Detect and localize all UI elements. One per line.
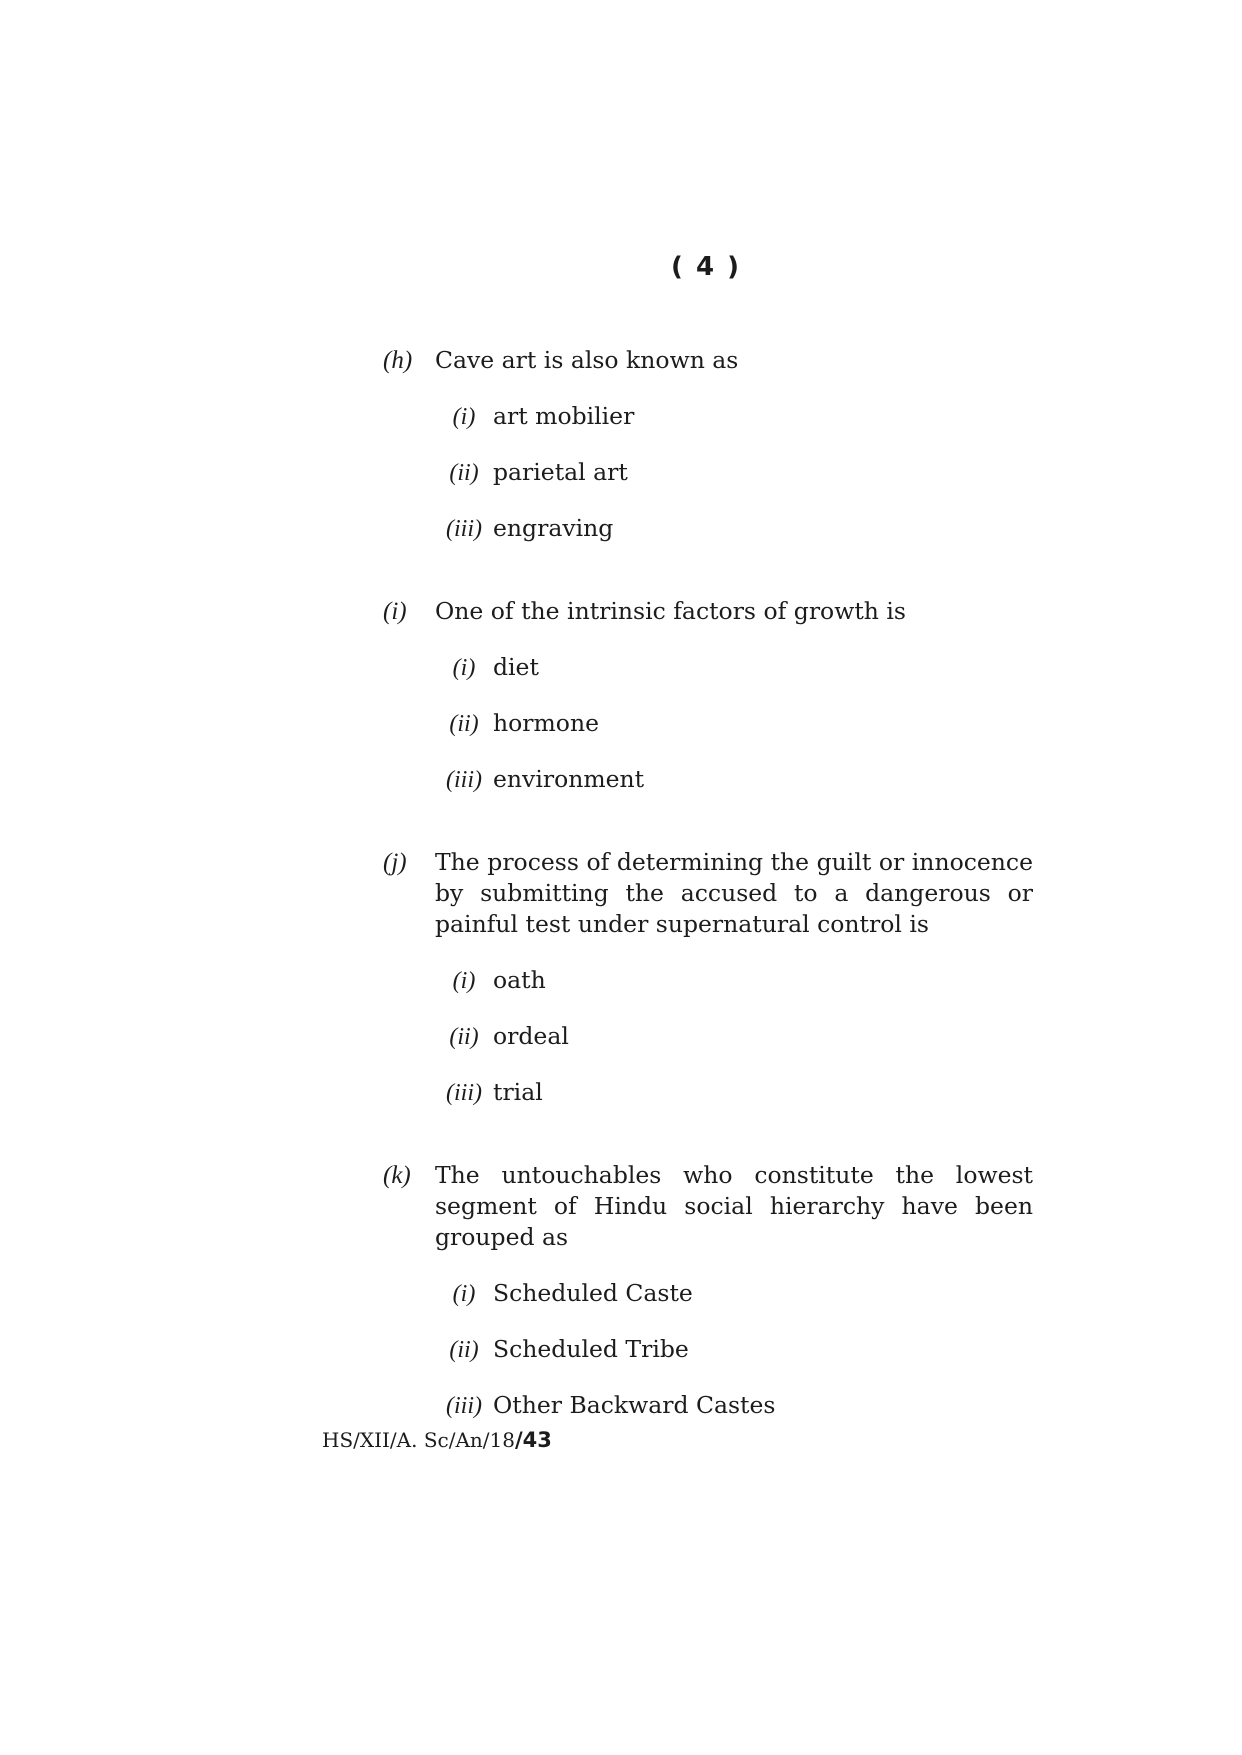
question-body: [435, 1160, 1033, 1446]
option-item: [435, 1077, 1033, 1108]
option-item: [435, 513, 1033, 544]
question-label: (j): [383, 849, 407, 876]
option-text: Other Backward Castes: [493, 1391, 776, 1419]
question-label: (i): [383, 598, 407, 625]
option-text: parietal art: [493, 458, 628, 486]
question-i: [383, 596, 1033, 820]
page-number: ( 4 ): [671, 252, 741, 282]
option-item: [435, 708, 1033, 739]
option-text: hormone: [493, 709, 599, 737]
option-item: [435, 457, 1033, 488]
option-text: ordeal: [493, 1022, 569, 1050]
question-k: [383, 1160, 1033, 1446]
option-item: [435, 764, 1033, 795]
option-label: (iii): [446, 1080, 482, 1106]
option-item: [435, 1021, 1033, 1052]
question-h: [383, 345, 1033, 569]
question-label: (k): [383, 1162, 411, 1189]
option-item: [435, 1390, 1033, 1421]
question-j: [383, 847, 1033, 1133]
option-text: Scheduled Tribe: [493, 1335, 689, 1363]
question-body: [435, 596, 1033, 820]
option-item: [435, 401, 1033, 432]
option-text: engraving: [493, 514, 614, 542]
option-text: diet: [493, 653, 539, 681]
option-item: [435, 1278, 1033, 1309]
paper-code-number: /43: [514, 1428, 552, 1452]
option-text: trial: [493, 1078, 543, 1106]
question-list: [383, 345, 1033, 1473]
option-label: (iii): [446, 767, 482, 793]
option-label: (i): [452, 404, 476, 430]
option-text: oath: [493, 966, 546, 994]
option-label: (i): [452, 968, 476, 994]
option-label: (ii): [449, 460, 479, 486]
option-item: [435, 1334, 1033, 1365]
option-text: art mobilier: [493, 402, 635, 430]
option-label: (iii): [446, 516, 482, 542]
question-text: One of the intrinsic factors of growth is: [435, 597, 906, 625]
paper-code: HS/XII/A. Sc/An/18: [322, 1428, 515, 1452]
option-item: [435, 965, 1033, 996]
option-text: Scheduled Caste: [493, 1279, 693, 1307]
question-text: The untouchables who constitute the lowest segment of Hindu social hierarchy have been grouped as: [435, 1161, 1033, 1251]
option-label: (iii): [446, 1393, 482, 1419]
option-label: (ii): [449, 1337, 479, 1363]
question-body: [435, 847, 1033, 1133]
option-text: environment: [493, 765, 645, 793]
option-label: (ii): [449, 1024, 479, 1050]
question-text: The process of determining the guilt or innocence by submitting the accused to a dangerous or painful test under supernatural control is: [435, 848, 1033, 938]
option-label: (i): [452, 655, 476, 681]
question-label: (h): [383, 347, 413, 374]
option-label: (ii): [449, 711, 479, 737]
question-text: Cave art is also known as: [435, 346, 739, 374]
question-body: [435, 345, 1033, 569]
paper-code-footer: [322, 1428, 552, 1452]
option-label: (i): [452, 1281, 476, 1307]
option-item: [435, 652, 1033, 683]
